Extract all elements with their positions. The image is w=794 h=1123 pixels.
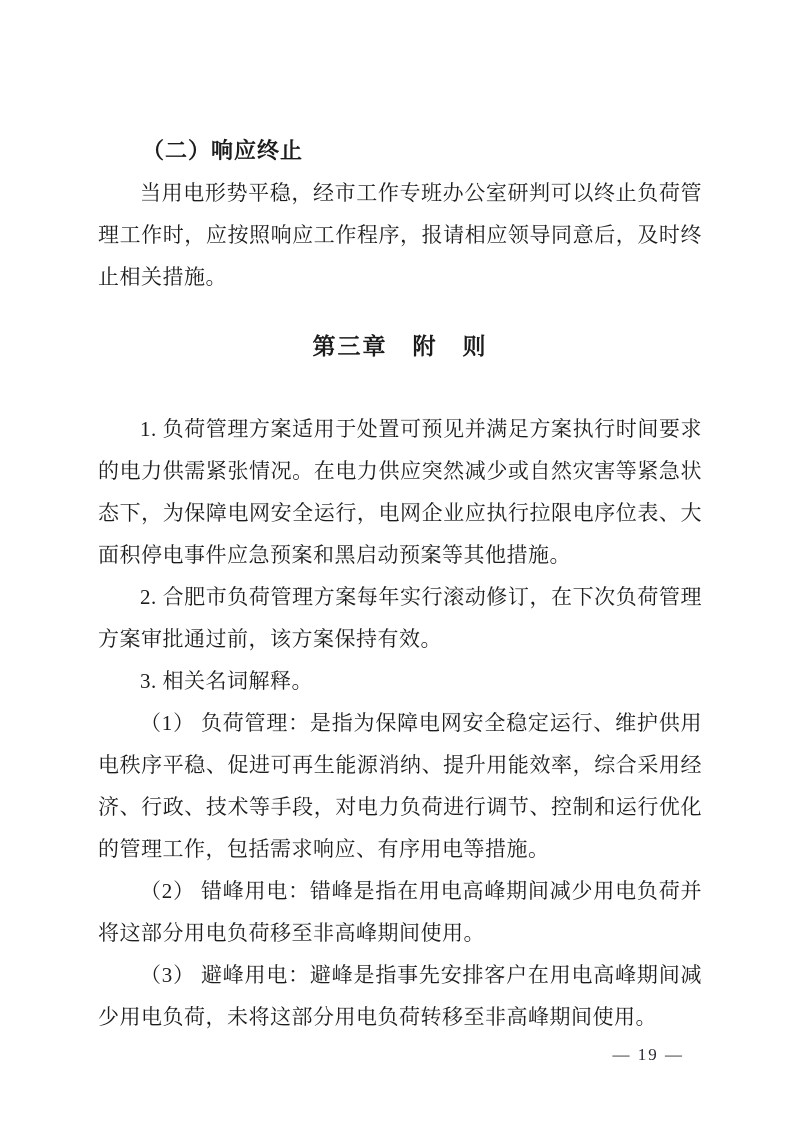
page-number: — 19 — <box>612 1045 684 1064</box>
page-content <box>98 130 702 1038</box>
body-paragraph: 1. 负荷管理方案适用于处置可预见并满足方案执行时间要求的电力供需紧张情况。在电力供应突然减少或自然灾害等紧急状态下，为保障电网安全运行，电网企业应执行拉限电序位表、大面积停电事件应急预案和黑启动预案等其他措施。 <box>98 417 702 567</box>
section-paragraph: 当用电形势平稳，经市工作专班办公室研判可以终止负荷管理工作时，应按照响应工作程序，报请相应领导同意后，及时终止相关措施。 <box>98 181 702 289</box>
chapter-title: 第三章 附 则 <box>312 334 488 359</box>
body-paragraph: （1） 负荷管理：是指为保障电网安全稳定运行、维护供用电秩序平稳、促进可再生能源消纳、提升用能效率，综合采用经济、行政、技术等手段，对电力负荷进行调节、控制和运行优化的管理工作，包括需求响应、有序用电等措施。 <box>98 711 702 861</box>
body-paragraph: 3. 相关名词解释。 <box>140 669 313 693</box>
body-paragraph: （3） 避峰用电：避峰是指事先安排客户在用电高峰期间减少用电负荷，未将这部分用电负荷转移至非高峰期间使用。 <box>98 963 702 1029</box>
section-heading: （二）响应终止 <box>142 138 304 163</box>
body-paragraph: 2. 合肥市负荷管理方案每年实行滚动修订，在下次负荷管理方案审批通过前，该方案保持有效。 <box>98 585 702 651</box>
body-paragraph: （2） 错峰用电：错峰是指在用电高峰期间减少用电负荷并将这部分用电负荷移至非高峰期间使用。 <box>98 879 702 945</box>
